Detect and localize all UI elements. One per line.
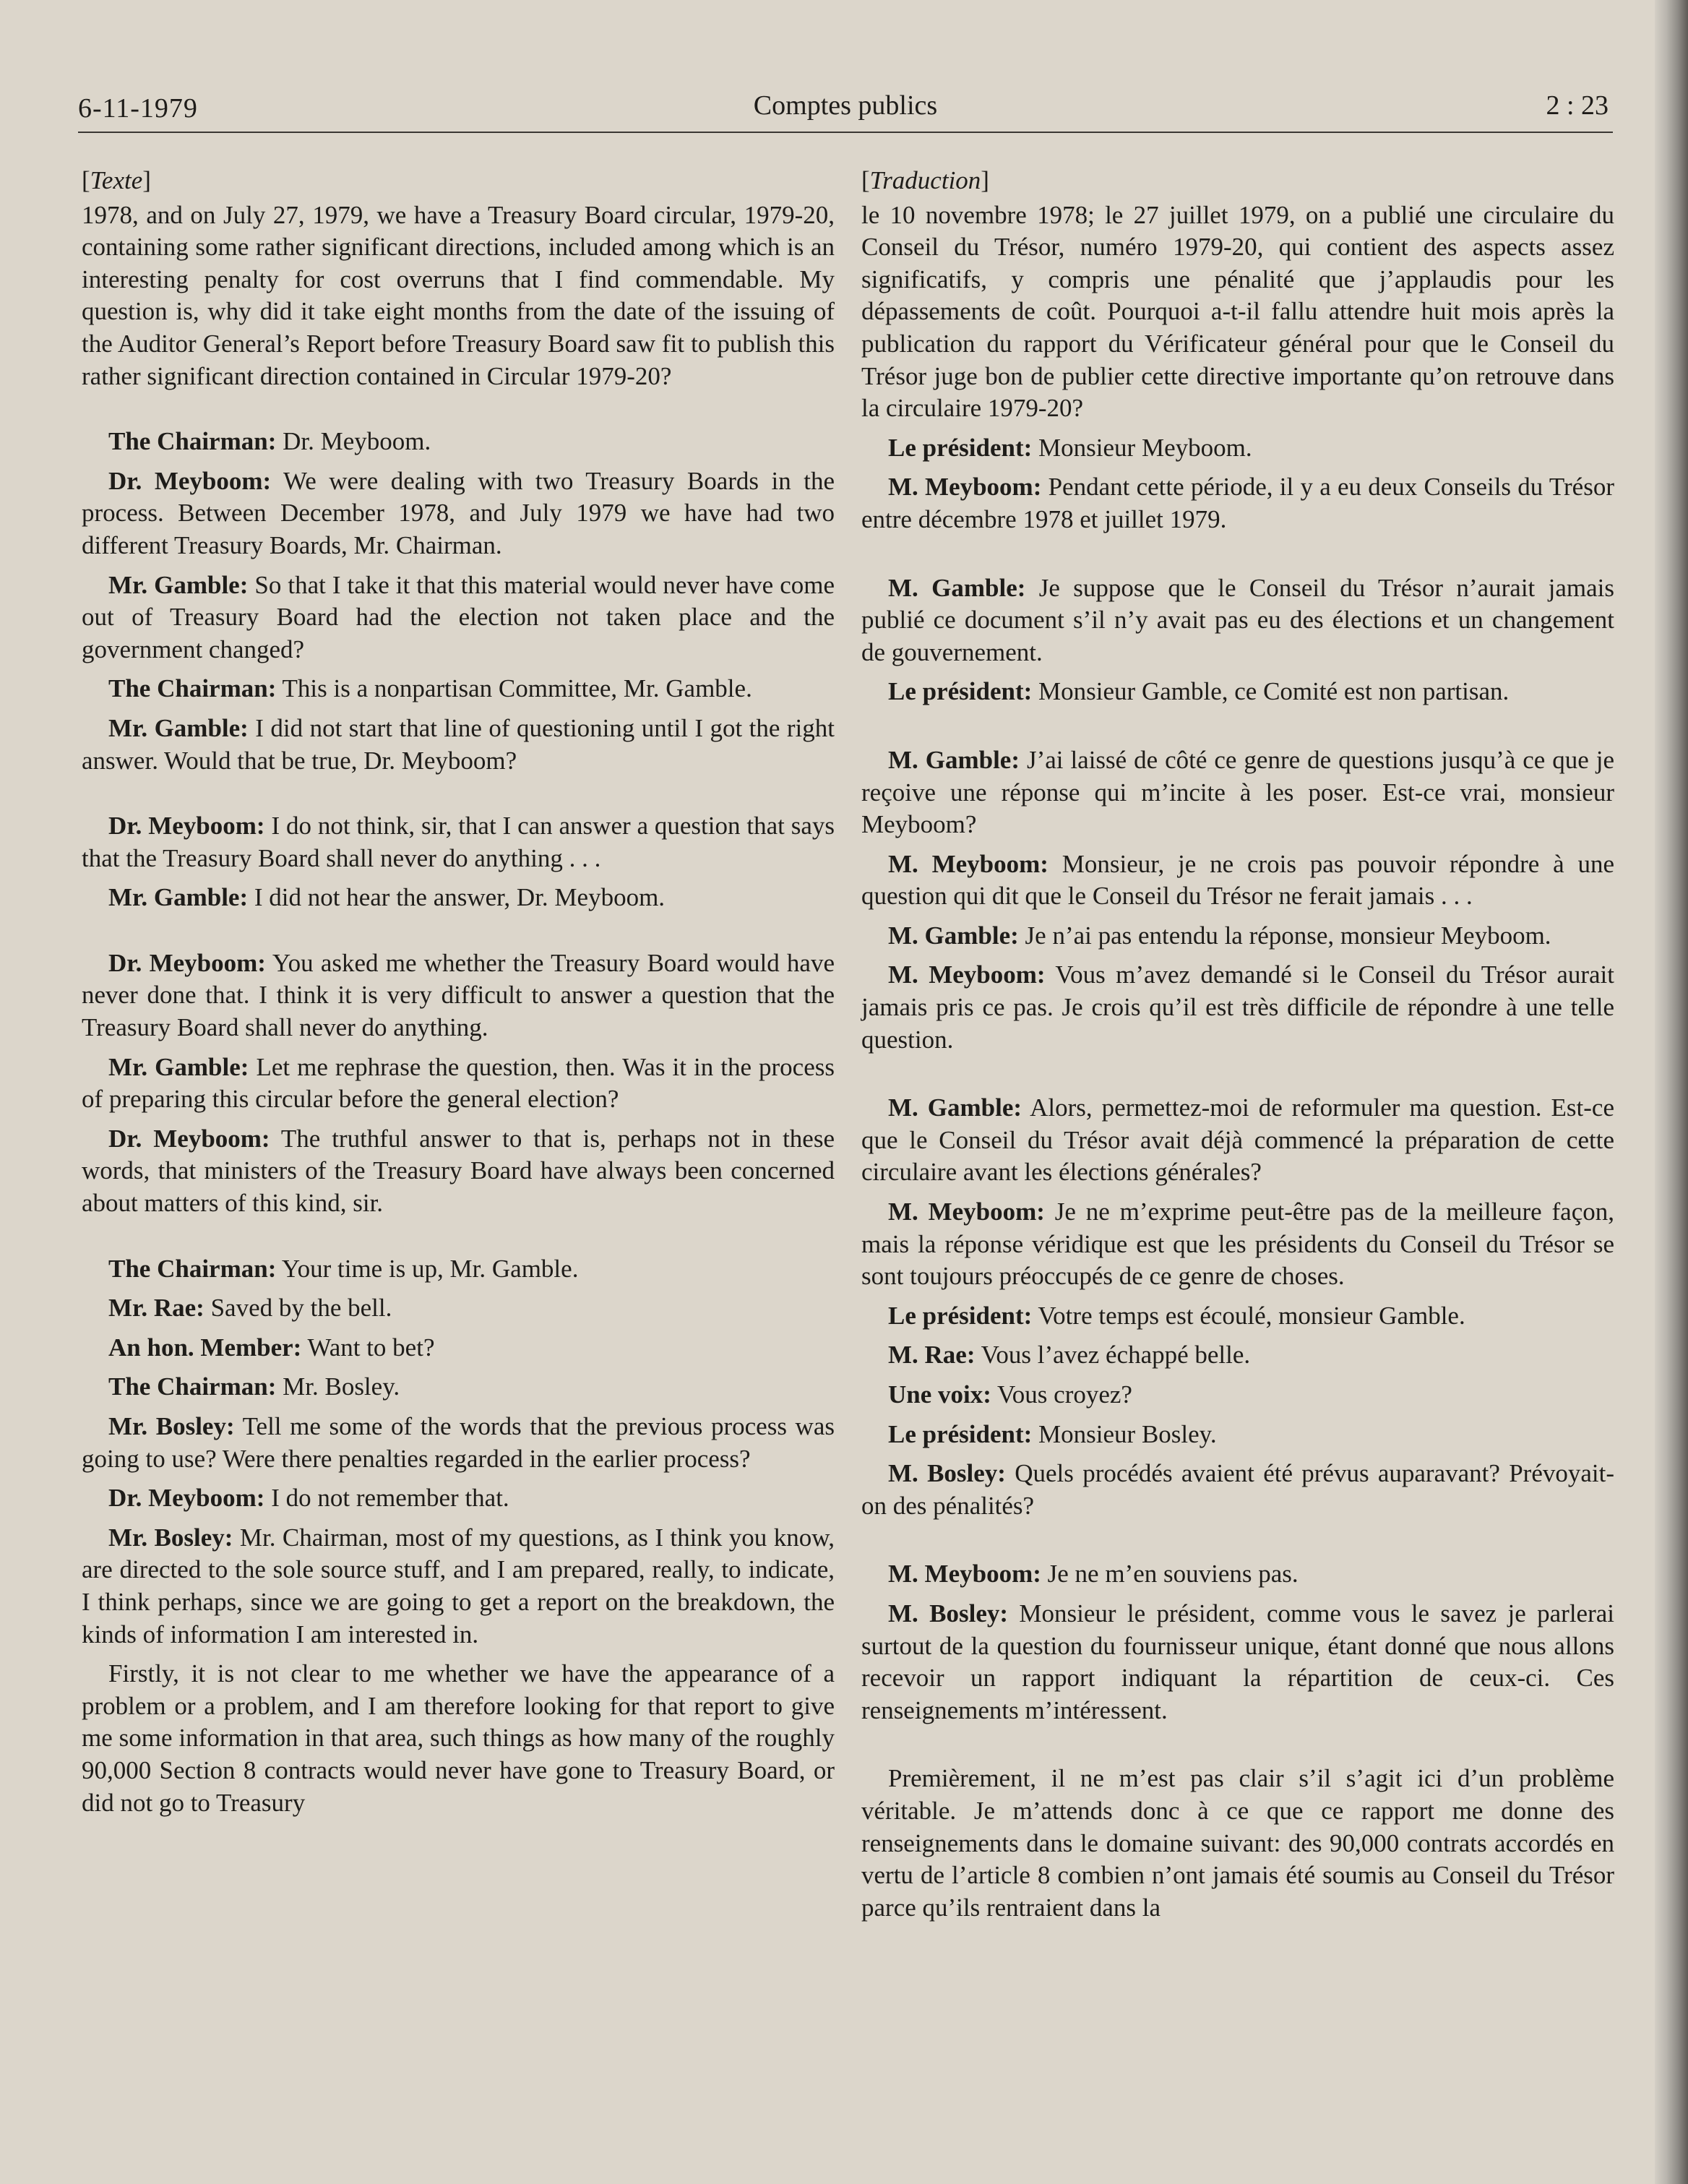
speaker-name: M. Meyboom:: [888, 1560, 1041, 1588]
paragraph: [82, 1411, 835, 1475]
paragraph-text: Mr. Chairman, most of my questions, as I think you know, are directed to the sole source stuff, and I am prepared, really, to indicate, I think perhaps, since we are going to get a report on the breakdown, the kinds of information I am interested in.: [82, 1523, 835, 1648]
paragraph-text: Monsieur le président, comme vous le savez je parlerai surtout de la question du fournisseur unique, étant donné que nous allons recevoir un rapport indiquant la répartition de ceux-ci. Ces renseignements m’intéressent.: [861, 1599, 1615, 1724]
paragraph-text: Vous m’avez demandé si le Conseil du Trésor aurait jamais pris ce pas. Je crois qu’il est très difficile de répondre à une telle question.: [861, 960, 1614, 1054]
paragraph: [82, 1371, 835, 1403]
speaker-name: Dr. Meyboom:: [108, 1484, 265, 1513]
speaker-name: Dr. Meyboom:: [108, 1124, 270, 1153]
paragraph-text: I did not hear the answer, Dr. Meyboom.: [254, 883, 666, 912]
paragraph-text: le 10 novembre 1978; le 27 juillet 1979, on a publié une circulaire du Conseil du Trésor, numéro 1979-20, qui contient des aspects assez significatifs, y compris une pénalité que j’applaudis pour les dépassements de coût. Pourquoi a-t-il fallu attendre huit mois après la publication du rapport du Vérificateur général pour que le Conseil du Trésor juge bon de publier cette directive importante qu’on retrouve dans la circulaire 1979-20?: [861, 200, 1614, 423]
speaker-name: Le président:: [888, 1301, 1033, 1330]
paragraph: [861, 1558, 1614, 1591]
paragraph: [82, 947, 835, 1044]
paragraph: [861, 1419, 1614, 1451]
speaker-name: Dr. Meyboom:: [108, 812, 265, 841]
paragraph-text: Je suppose que le Conseil du Trésor n’aurait jamais publié ce document s’il n’y avait pas eu des élections et un changement de gouvernement.: [861, 573, 1614, 666]
paragraph: [861, 1458, 1614, 1522]
paragraph: [82, 1522, 835, 1651]
speaker-name: M. Meyboom:: [888, 1198, 1045, 1226]
column-label: [Texte]: [82, 166, 151, 194]
paragraph: [82, 713, 835, 777]
paragraph: [82, 1052, 835, 1116]
paragraph-text: We were dealing with two Treasury Boards in the process. Between December 1978, and July 1979 we have had two different Treasury Boards, Mr. Chairman.: [82, 466, 835, 559]
speaker-name: The Chairman:: [108, 427, 277, 456]
paragraph: [861, 959, 1614, 1056]
paragraph-text: Want to bet?: [307, 1333, 435, 1362]
speaker-name: Mr. Gamble:: [108, 1052, 249, 1081]
paragraph: [861, 432, 1614, 465]
speaker-name: The Chairman:: [108, 1372, 277, 1401]
speaker-name: Mr. Gamble:: [108, 883, 249, 912]
speaker-name: M. Gamble:: [888, 573, 1026, 602]
speaker-name: Le président:: [888, 1419, 1033, 1448]
paragraph-text: So that I take it that this material would never have come out of Treasury Board had the election not taken place and the government changed?: [82, 570, 835, 663]
paragraph-text: Quels procédés avaient été prévus auparavant? Prévoyait-on des pénalités?: [861, 1459, 1614, 1520]
paragraph: [861, 744, 1614, 841]
speaker-name: Dr. Meyboom:: [108, 948, 266, 977]
paragraph-text: J’ai laissé de côté ce genre de questions jusqu’à ce que je reçoive une réponse qui m’incite à les poser. Est-ce vrai, monsieur Meyboom?: [861, 745, 1614, 839]
speaker-name: Mr. Gamble:: [108, 570, 249, 599]
column-label-text: Texte: [90, 166, 143, 194]
paragraph-text: The truthful answer to that is, perhaps not in these words, that ministers of the Treasury Board have always been concerned about matters of this kind, sir.: [82, 1124, 835, 1218]
paragraph: [82, 1292, 835, 1325]
running-header: [78, 87, 1613, 133]
speaker-name: M. Rae:: [888, 1341, 976, 1370]
paragraph-text: Saved by the bell.: [210, 1294, 392, 1323]
paragraph: [82, 1123, 835, 1220]
speaker-name: M. Meyboom:: [888, 473, 1042, 502]
paragraph-text: Monsieur Gamble, ce Comité est non partisan.: [1038, 677, 1510, 706]
paragraph: [861, 1300, 1614, 1333]
paragraph-text: Mr. Bosley.: [283, 1372, 400, 1401]
paragraph-text: Je ne m’en souviens pas.: [1047, 1560, 1299, 1588]
paragraph: [82, 673, 835, 705]
paragraph: [82, 465, 835, 562]
english-column: [82, 165, 835, 1826]
speaker-name: Mr. Rae:: [108, 1294, 204, 1323]
paragraph-text: This is a nonpartisan Committee, Mr. Gamble.: [282, 674, 752, 703]
paragraph: [861, 848, 1614, 913]
paragraph-text: Alors, permettez-moi de reformuler ma question. Est-ce que le Conseil du Trésor avait déjà commencé la préparation de cette circulaire avant les élections générales?: [861, 1093, 1614, 1187]
paragraph-text: I do not remember that.: [271, 1484, 509, 1513]
speaker-name: Le président:: [888, 677, 1033, 706]
paragraph-text: Premièrement, il ne m’est pas clair s’il s’agit ici d’un problème véritable. Je m’attends donc à ce que ce rapport me donne des renseignements dans le domaine suivant: des 90,000 contrats accordés en vertu de l’article 8 combien n’ont jamais été soumis au Conseil du Trésor parce qu’ils rentraient dans la: [861, 1764, 1614, 1922]
paragraph-text: Je ne m’exprime peut-être pas de la meilleure façon, mais la réponse véridique est que les présidents du Conseil du Trésor se sont toujours préoccupés de ce genre de choses.: [861, 1198, 1615, 1291]
paragraph: [82, 1482, 835, 1515]
speaker-name: M. Gamble:: [888, 745, 1020, 774]
paragraph-text: Monsieur Bosley.: [1038, 1419, 1217, 1448]
paragraph-text: I do not think, sir, that I can answer a question that says that the Treasury Board shall never do anything . . .: [82, 812, 835, 872]
paragraph-text: Monsieur Meyboom.: [1038, 433, 1252, 462]
speaker-name: Le président:: [888, 433, 1033, 462]
paragraph: [82, 426, 835, 458]
paragraph: [82, 1658, 835, 1819]
column-label-text: Traduction: [869, 166, 981, 194]
paragraph: [861, 1339, 1614, 1372]
speaker-name: Mr. Bosley:: [108, 1523, 233, 1552]
header-date: 6-11-1979: [78, 93, 198, 124]
paragraph-text: You asked me whether the Treasury Board would have never done that. I think it is very difficult to answer a question that the Treasury Board shall never do anything.: [82, 948, 835, 1042]
speaker-name: The Chairman:: [108, 674, 277, 703]
paragraph-text: Your time is up, Mr. Gamble.: [281, 1254, 579, 1283]
speaker-name: Dr. Meyboom:: [108, 466, 272, 495]
paragraph: [861, 471, 1614, 536]
speaker-name: M. Gamble:: [888, 1093, 1022, 1122]
speaker-name: M. Bosley:: [888, 1459, 1006, 1488]
paragraph: [861, 1379, 1614, 1411]
paragraph-text: Dr. Meyboom.: [283, 427, 431, 456]
paragraph-text: Let me rephrase the question, then. Was it in the process of preparing this circular before the general election?: [82, 1052, 835, 1114]
paragraph: [861, 920, 1614, 953]
paragraph-text: Vous croyez?: [997, 1380, 1132, 1409]
paragraph-text: Tell me some of the words that the previous process was going to use? Were there penalties regarded in the earlier process?: [82, 1412, 835, 1473]
paragraph-text: Votre temps est écoulé, monsieur Gamble.: [1038, 1301, 1465, 1330]
paragraph: [82, 1332, 835, 1364]
speaker-name: M. Bosley:: [888, 1599, 1009, 1628]
speaker-name: M. Meyboom:: [888, 960, 1046, 989]
french-column: [861, 165, 1614, 1931]
paragraph-text: Firstly, it is not clear to me whether we have the appearance of a problem or a problem, and I am therefore looking for that report to give me some information in that area, such things as how many of the roughly 90,000 Section 8 contracts would never have gone to Treasury Board, or did not go to Treasury: [82, 1659, 835, 1817]
speaker-name: An hon. Member:: [108, 1333, 302, 1362]
paragraph: [861, 1092, 1614, 1189]
paragraph: [82, 199, 835, 393]
speaker-name: Mr. Bosley:: [108, 1412, 235, 1440]
speaker-name: Une voix:: [888, 1380, 991, 1409]
paragraph: [861, 676, 1614, 708]
speaker-name: Mr. Gamble:: [108, 713, 249, 742]
page-binding-edge: [1655, 0, 1688, 2184]
paragraph: [861, 1196, 1614, 1293]
paragraph-text: 1978, and on July 27, 1979, we have a Treasury Board circular, 1979-20, containing some rather significant directions, included among which is an interesting penalty for cost overruns that I find commendable. My question is, why did it take eight months from the date of the issuing of the Auditor General’s Report before Treasury Board saw fit to publish this rather significant direction contained in Circular 1979-20?: [82, 200, 835, 390]
paragraph: [861, 1598, 1614, 1727]
header-title: Comptes publics: [753, 90, 938, 121]
speaker-name: The Chairman:: [108, 1254, 277, 1283]
paragraph: [82, 882, 835, 914]
paragraph-text: Pendant cette période, il y a eu deux Conseils du Trésor entre décembre 1978 et juillet 1979.: [861, 473, 1614, 533]
paragraph-text: Monsieur, je ne crois pas pouvoir répondre à une question qui dit que le Conseil du Trésor ne ferait jamais . . .: [861, 849, 1614, 911]
column-label: [Traduction]: [861, 166, 989, 194]
header-page-number: 2 : 23: [1546, 90, 1609, 121]
paragraph: [82, 1253, 835, 1286]
speaker-name: M. Meyboom:: [888, 849, 1048, 878]
paragraph-text: Je n’ai pas entendu la réponse, monsieur Meyboom.: [1025, 921, 1551, 950]
paragraph: [861, 572, 1614, 669]
speaker-name: M. Gamble:: [888, 921, 1019, 950]
paragraph: [82, 569, 835, 666]
paragraph-text: Vous l’avez échappé belle.: [981, 1341, 1251, 1370]
paragraph: [861, 199, 1614, 425]
paragraph-text: I did not start that line of questioning until I got the right answer. Would that be true, Dr. Meyboom?: [82, 713, 835, 775]
paragraph: [861, 1763, 1614, 1924]
paragraph: [82, 810, 835, 874]
